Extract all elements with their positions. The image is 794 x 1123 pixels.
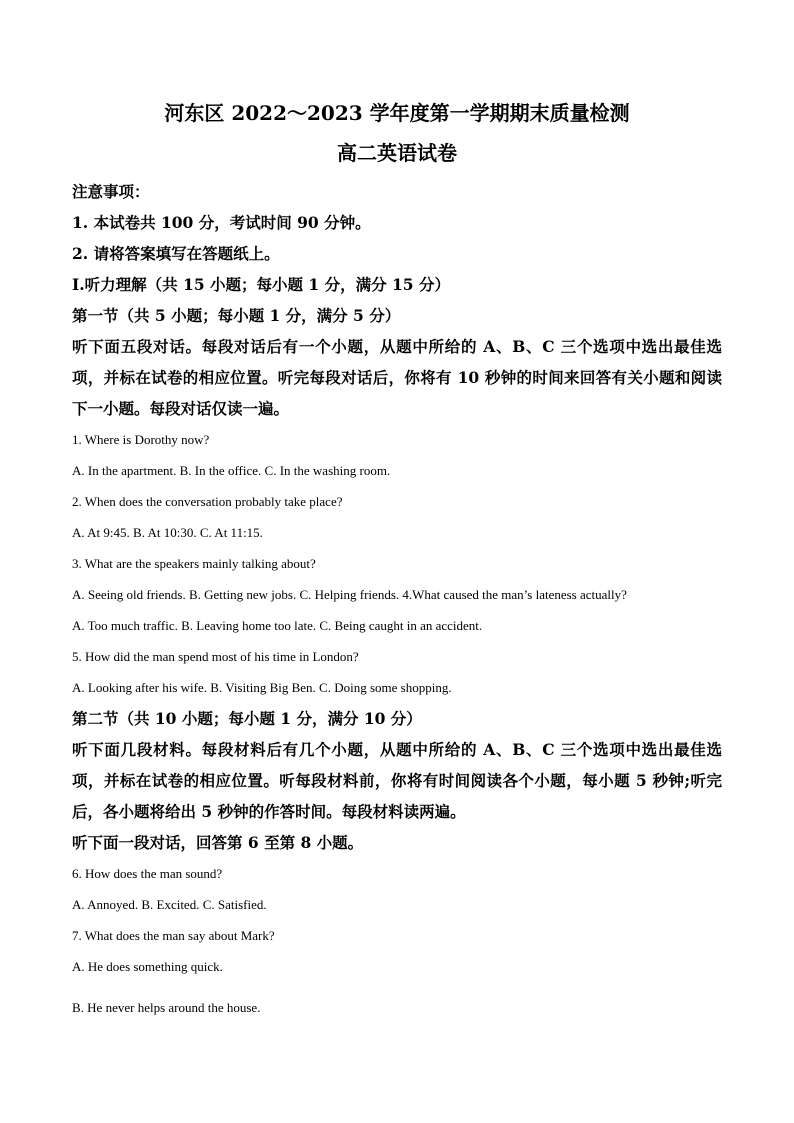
question: 7. What does the man say about Mark?	[72, 928, 275, 943]
options: A. Too much traffic. B. Leaving home too late. C. Being caught in an accident.	[72, 618, 483, 633]
question: 2. When does the conversation probably take place?	[72, 494, 343, 509]
section-heading: 第一节（共 5 小题；每小题 1 分，满分 5 分）	[72, 306, 401, 325]
section-instructions: 听下面几段材料。每段材料后有几个小题，从题中所给的 A、B、C 三个选项中选出最佳选项，并标在试卷的相应位置。听每段材料前，你将有时间阅读各个小题，每小题 5 秒钟;听完后，各小题将给出 5 秒钟的作答时间。每段材料读两遍。	[72, 740, 722, 821]
question: 1. Where is Dorothy now?	[72, 432, 210, 447]
options: A. He does something quick.	[72, 959, 223, 974]
options: A. At 9:45. B. At 10:30. C. At 11:15.	[72, 525, 263, 540]
dialogue-intro: 听下面一段对话，回答第 6 至第 8 小题。	[72, 833, 364, 852]
options: B. He never helps around the house.	[72, 1000, 261, 1015]
options: A. Seeing old friends. B. Getting new jobs. C. Helping friends. 4.What caused the man’s lateness actually?	[72, 587, 627, 602]
notes-heading: 注意事项：	[72, 182, 150, 201]
question: 5. How did the man spend most of his time in London?	[72, 649, 359, 664]
exam-subtitle: 高二英语试卷	[337, 141, 457, 165]
section-heading: 第二节（共 10 小题；每小题 1 分，满分 10 分）	[72, 709, 422, 728]
question: 6. How does the man sound?	[72, 866, 223, 881]
part-heading: Ⅰ.听力理解（共 15 小题；每小题 1 分，满分 15 分）	[72, 275, 450, 294]
exam-title: 河东区 2022～2023 学年度第一学期期末质量检测	[164, 101, 630, 125]
section-instructions: 听下面五段对话。每段对话后有一个小题，从题中所给的 A、B、C 三个选项中选出最佳选项，并标在试卷的相应位置。听完每段对话后，你将有 10 秒钟的时间来回答有关小题和阅读下一小题。每段对话仅读一遍。	[72, 337, 722, 418]
options: A. Looking after his wife. B. Visiting Big Ben. C. Doing some shopping.	[72, 680, 452, 695]
note-item: 2. 请将答案填写在答题纸上。	[72, 244, 280, 263]
note-item: 1. 本试卷共 100 分，考试时间 90 分钟。	[72, 213, 371, 232]
question: 3. What are the speakers mainly talking about?	[72, 556, 316, 571]
options: A. In the apartment. B. In the office. C. In the washing room.	[72, 463, 391, 478]
options: A. Annoyed. B. Excited. C. Satisfied.	[72, 897, 267, 912]
